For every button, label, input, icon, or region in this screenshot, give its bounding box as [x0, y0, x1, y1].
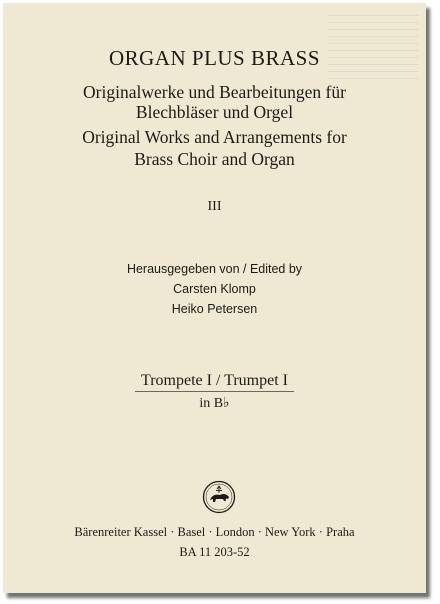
edited-by-label: Herausgegeben von / Edited by	[126, 262, 303, 276]
instrument-key: in B♭	[199, 396, 230, 411]
publisher-imprint: Bärenreiter Kassel · Basel · London · New York · Praha	[74, 525, 355, 539]
volume-number: III	[207, 199, 222, 214]
subtitle-german-line-2: Blechbläser und Orgel	[135, 102, 294, 122]
editor-name: Carsten Klomp	[173, 282, 256, 296]
score-cover-page	[3, 3, 426, 593]
subtitle-german-line-1: Originalwerke und Bearbeitungen für	[83, 82, 346, 102]
subtitle-english-line-1: Original Works and Arrangements for	[82, 127, 347, 147]
baerenreiter-bear-logo-icon	[202, 480, 236, 514]
editor-name: Heiko Petersen	[171, 302, 258, 316]
part-title-text: Trompete I / Trumpet I	[135, 372, 294, 392]
part-title	[3, 372, 426, 390]
subtitle-english-line-2: Brass Choir and Organ	[134, 149, 295, 169]
catalog-number: BA 11 203-52	[179, 545, 250, 559]
collection-title: ORGAN PLUS BRASS	[108, 46, 321, 70]
